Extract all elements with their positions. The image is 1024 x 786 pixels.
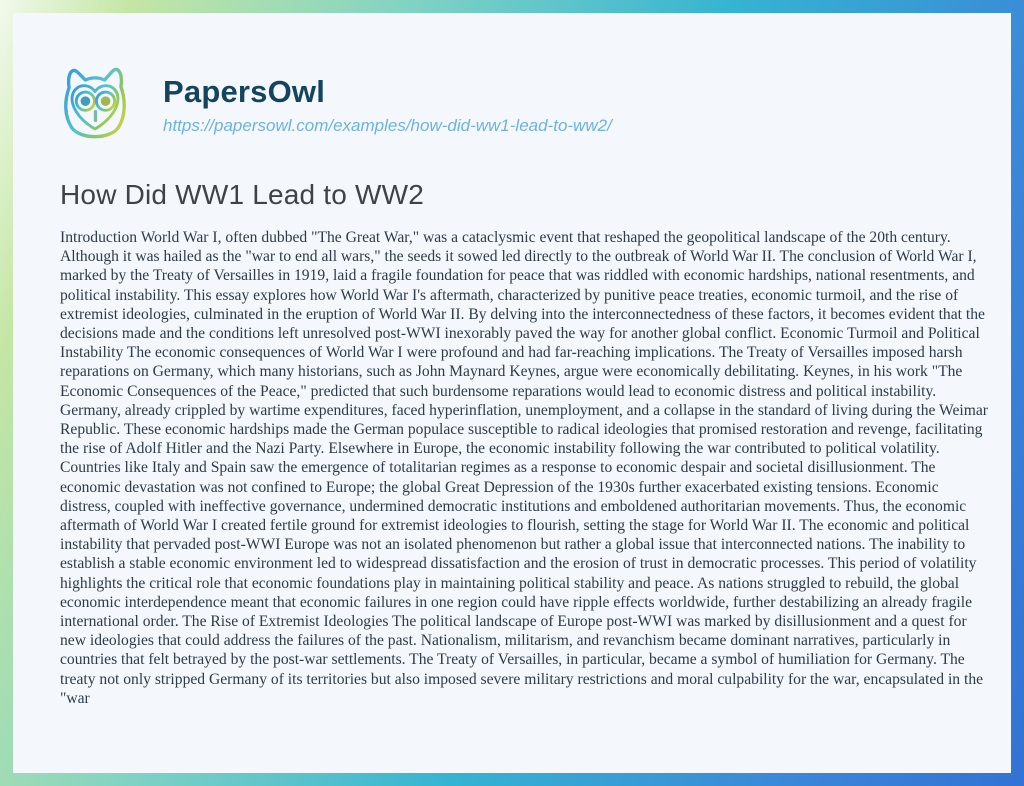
page-title: How Did WW1 Lead to WW2 <box>60 179 425 210</box>
brand-name: PapersOwl <box>163 74 326 109</box>
site-header <box>47 57 965 153</box>
essay-body-text: Introduction World War I, often dubbed "The Great War," was a cataclysmic event that reshaped the geopolitical landscape of the 20th century. Although it was hailed as the "war to end all wars," the seeds it sowed led directly to the outbreak of World War II. The conclusion of World War I, marked by the Treaty of Versailles in 1919, laid a fragile foundation for peace that was riddled with economic hardships, national resentments, and political instability. This essay explores how World War I's aftermath, characterized by punitive peace treaties, economic turmoil, and the rise of extremist ideologies, culminated in the eruption of World War II. By delving into the interconnectedness of these factors, it becomes evident that the decisions made and the conditions left unresolved post-WWI inexorably paved the way for another global conflict. Economic Turmoil and Political Instability The economic consequences of World War I were profound and had far-reaching implications. The Treaty of Versailles imposed harsh reparations on Germany, which many historians, such as John Maynard Keynes, argue were economically debilitating. Keynes, in his work "The Economic Consequences of the Peace," predicted that such burdensome reparations would lead to economic distress and political instability. Germany, already crippled by wartime expenditures, faced hyperinflation, unemployment, and a collapse in the standard of living during the Weimar Republic. These economic hardships made the German populace susceptible to radical ideologies that promised restoration and revenge, facilitating the rise of Adolf Hitler and the Nazi Party. Elsewhere in Europe, the economic instability following the war contributed to political volatility. Countries like Italy and Spain saw the emergence of totalitarian regimes as a response to economic despair and societal disillusionment. The economic devastation was not confined to Europe; the global Great Depression of the 1930s further exacerbated existing tensions. Economic distress, coupled with ineffective governance, undermined democratic institutions and emboldened authoritarian movements. Thus, the economic aftermath of World War I created fertile ground for extremist ideologies to flourish, setting the stage for World War II. The economic and political instability that pervaded post-WWI Europe was not an isolated phenomenon but rather a global issue that interconnected nations. The inability to establish a stable economic environment led to widespread dissatisfaction and the erosion of trust in democratic processes. This period of volatility highlights the critical role that economic foundations play in maintaining political stability and peace. As nations struggled to rebuild, the global economic interdependence meant that economic failures in one region could have ripple effects worldwide, further destabilizing an already fragile international order. The Rise of Extremist Ideologies The political landscape of Europe post-WWI was marked by disillusionment and a quest for new ideologies that could address the failures of the past. Nationalism, militarism, and revanchism became dominant narratives, particularly in countries that felt betrayed by the post-war settlements. The Treaty of Versailles, in particular, became a symbol of humiliation for Germany. The treaty not only stripped Germany of its territories but also imposed severe military restrictions and moral culpability for the war, encapsulated in the "war <box>60 229 989 707</box>
owl-icon <box>47 57 143 153</box>
page <box>13 13 1011 773</box>
source-url-link[interactable]: https://papersowl.com/examples/how-did-ww1-lead-to-ww2/ <box>163 116 612 135</box>
brand-block <box>163 74 612 136</box>
